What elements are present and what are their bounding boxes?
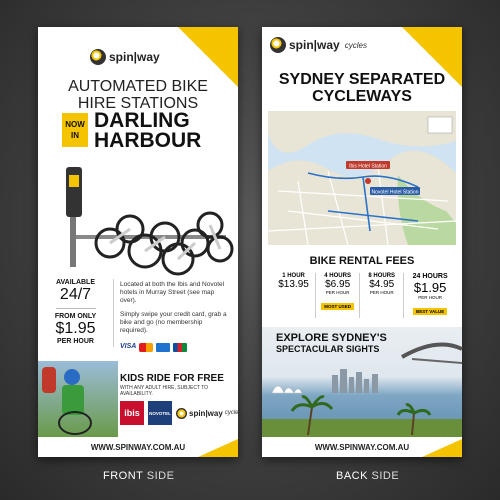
- most-used-badge: MOST USED: [321, 303, 354, 310]
- pricing-column: AVAILABLE 24/7 FROM ONLY $1.95 PER HOUR: [38, 279, 113, 345]
- cycleway-map: [268, 111, 456, 245]
- fees-title: BIKE RENTAL FEES: [309, 255, 415, 267]
- fee-1-hour: 1 HOUR $13.95: [272, 273, 316, 318]
- harbour-bridge-deck: [412, 359, 462, 363]
- kid-figure-2: [42, 367, 56, 393]
- fee-24-hours: 24 HOURS $1.95 PER HOUR BEST VALUE: [412, 273, 448, 314]
- description: Located at both the Ibis and Novotel hotels in Murray Street (see map over). Simply swipe your credit card, grab a bike and go (no membership required). VISA: [120, 281, 230, 352]
- map-legend: [428, 117, 452, 133]
- amex-icon: [156, 343, 170, 352]
- location-heading: DARLING HARBOUR: [94, 109, 202, 152]
- divider: [56, 308, 96, 309]
- now-in-badge: NOW IN: [62, 113, 88, 147]
- harbour-scene: [262, 327, 462, 437]
- back-flyer: [262, 27, 462, 457]
- back-side-caption: BACK SIDE: [336, 470, 400, 482]
- harbour-photo: [262, 327, 462, 437]
- kiosk-post: [70, 217, 76, 267]
- spinway-logo-icon: [270, 37, 286, 53]
- front-side-caption: FRONT SIDE: [103, 470, 175, 482]
- harbour-bridge-arch: [402, 345, 462, 358]
- front-logo: spin|way: [90, 49, 160, 65]
- best-value-badge: BEST VALUE: [413, 308, 447, 315]
- ibis-logo: ibis: [120, 401, 144, 425]
- front-headline: [38, 79, 238, 112]
- opera-house: [272, 386, 302, 393]
- novotel-logo: NOVOTEL: [148, 401, 172, 425]
- helmet-icon: [64, 369, 80, 385]
- fees-table: [272, 273, 456, 318]
- kiosk-screen: [69, 175, 79, 187]
- jcb-icon: [173, 343, 187, 352]
- headline-line2: HIRE STATIONS: [77, 95, 199, 112]
- front-price: $1.95: [55, 320, 96, 337]
- fee-8-hours: 8 HOURS $4.95 PER HOUR: [360, 273, 404, 318]
- spinway-partner-logo: spin|way cycles: [176, 408, 241, 419]
- map-pin-icon: [365, 178, 371, 184]
- kids-photo: [38, 361, 118, 437]
- kid-bike-wheel: [58, 411, 92, 435]
- bikes: [96, 213, 232, 274]
- back-title: SYDNEY SEPARATED CYCLEWAYS: [278, 71, 446, 105]
- bike-station-illustration: [60, 155, 235, 280]
- map-label-ibis: Ibis Hotel Station: [349, 163, 387, 170]
- front-footer-url: WWW.SPINWAY.COM.AU: [38, 437, 238, 457]
- headline-line1: AUTOMATED BIKE: [68, 78, 208, 95]
- payment-cards: [120, 343, 230, 352]
- visa-icon: VISA: [120, 343, 137, 350]
- spinway-logo-icon: [176, 408, 187, 419]
- city-skyline: [332, 369, 378, 393]
- back-logo: spin|way cycles: [270, 37, 367, 53]
- kiosk-terminal: [66, 167, 82, 217]
- map-label-novotel: Novotel Hotel Station: [371, 189, 419, 196]
- back-footer-url: WWW.SPINWAY.COM.AU: [262, 437, 462, 457]
- fee-4-hours: 4 HOURS $6.95 PER HOUR MOST USED: [316, 273, 360, 318]
- kids-promo: KIDS RIDE FOR FREE WITH ANY ADULT HIRE, SUBJECT TO AVAILABILITY.: [120, 373, 224, 397]
- explore-heading: EXPLORE SYDNEY'S SPECTACULAR SIGHTS: [276, 332, 387, 354]
- mastercard-icon: [139, 343, 153, 352]
- front-flyer: [38, 27, 242, 457]
- foreshore-grass: [262, 419, 462, 437]
- column-divider: [113, 279, 114, 347]
- partner-logos: [120, 401, 241, 425]
- spinway-logo-icon: [90, 49, 106, 65]
